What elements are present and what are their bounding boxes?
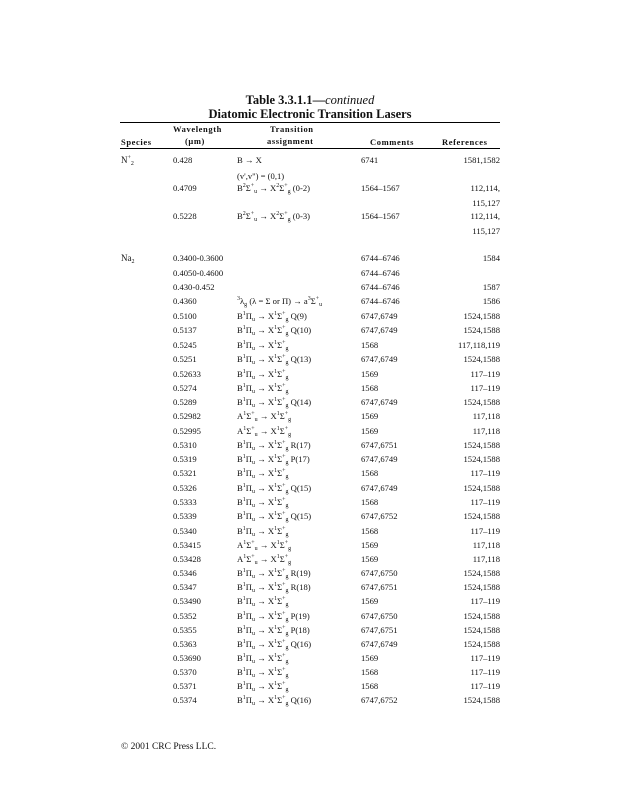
comments-cell: 6747,6751 [361, 625, 398, 635]
comments-cell: 1568 [361, 383, 379, 393]
comments-cell: 1569 [361, 596, 379, 606]
transition-cell: B → X [237, 155, 262, 165]
comments-cell: 1569 [361, 554, 379, 564]
wavelength-cell: 0.53690 [173, 653, 201, 663]
title-dash: — [312, 93, 326, 107]
header-references: References [442, 137, 488, 147]
references-cell: 1524,1588 [463, 454, 500, 464]
comments-cell: 6747,6752 [361, 695, 398, 705]
transition-cell: $B^1\Pi_u \to X^1\Sigma^+_g$ [237, 653, 289, 665]
wavelength-cell: 0.5245 [173, 340, 197, 350]
transition-cell: $A^1\Sigma^+_u \to X^1\Sigma^+_g$ [237, 411, 292, 423]
header-transition: Transition [270, 124, 314, 134]
wavelength-cell: 0.5289 [173, 397, 197, 407]
table-row [0, 411, 617, 427]
comments-cell: 6741 [361, 155, 379, 165]
wavelength-cell: 0.5100 [173, 311, 197, 321]
transition-cell: $B^1\Pi_u \to X^1\Sigma^+_g$ Q(15) [237, 511, 312, 523]
comments-cell: 1569 [361, 653, 379, 663]
comments-cell: 6747,6749 [361, 454, 398, 464]
table-row [0, 468, 617, 484]
header-species: Species [121, 137, 152, 147]
references-cell: 1524,1588 [463, 325, 500, 335]
wavelength-cell: 0.5228 [173, 211, 197, 221]
comments-cell: 1568 [361, 526, 379, 536]
references-cell: 1524,1588 [463, 311, 500, 321]
transition-cell: $B^1\Pi_u \to X^1\Sigma^+_g$ P(18) [237, 625, 310, 637]
transition-cell: (v',v") = (0,1) [237, 171, 285, 181]
wavelength-cell: 0.5321 [173, 468, 197, 478]
table-title [120, 93, 500, 107]
table-row [0, 695, 617, 711]
transition-cell: $B^1\Pi_u \to X^1\Sigma^+_g$ P(19) [237, 611, 310, 623]
species-n2plus: $N^+_2$ [121, 155, 134, 167]
transition-cell: $B^1\Pi_u \to X^1\Sigma^+_g$ Q(10) [237, 325, 312, 337]
wavelength-cell: 0.5352 [173, 611, 197, 621]
table-row [0, 211, 617, 227]
comments-cell: 6747,6749 [361, 354, 398, 364]
comments-cell: 1569 [361, 540, 379, 550]
references-cell: 117,118 [472, 554, 500, 564]
references-cell: 1524,1588 [463, 611, 500, 621]
comments-cell: 1569 [361, 369, 379, 379]
references-cell: 117–119 [470, 653, 500, 663]
comments-cell: 6747,6751 [361, 582, 398, 592]
header-rule [120, 148, 500, 149]
table-number: Table 3.3.1.1 [245, 93, 313, 107]
header-assignment: assignment [267, 136, 314, 146]
wavelength-cell: 0.5370 [173, 667, 197, 677]
table-row [0, 226, 617, 242]
transition-cell: $B^1\Pi_u \to X^1\Sigma^+_g$ R(19) [237, 568, 311, 580]
wavelength-cell: 0.428 [173, 155, 193, 165]
wavelength-cell: 0.5339 [173, 511, 197, 521]
transition-cell: $B^1\Pi_u \to X^1\Sigma^+_g$ [237, 383, 289, 395]
comments-cell: 6747,6751 [361, 440, 398, 450]
comments-cell: 1569 [361, 411, 379, 421]
wavelength-cell: 0.5363 [173, 639, 197, 649]
table-row [0, 325, 617, 341]
comments-cell: 1564–1567 [361, 211, 400, 221]
comments-cell: 6747,6749 [361, 639, 398, 649]
table-row [0, 155, 617, 171]
transition-cell: $B^1\Pi_u \to X^1\Sigma^+_g$ P(17) [237, 454, 310, 466]
comments-cell: 6747,6749 [361, 483, 398, 493]
wavelength-cell: 0.4709 [173, 183, 197, 193]
comments-cell: 6747,6750 [361, 611, 398, 621]
transition-cell: $B^1\Pi_u \to X^1\Sigma^+_g$ Q(16) [237, 695, 312, 707]
wavelength-cell: 0.5346 [173, 568, 197, 578]
header-comments: Comments [370, 137, 414, 147]
references-cell: 117,118 [472, 411, 500, 421]
transition-cell: $B^2\Sigma^+_u \to X^2\Sigma^+_g$ (0-2) [237, 183, 310, 195]
wavelength-cell: 0.3400-0.3600 [173, 253, 224, 263]
table-row [0, 354, 617, 370]
references-cell: 117,118 [472, 426, 500, 436]
table-row [0, 511, 617, 527]
transition-cell: $B^1\Pi_u \to X^1\Sigma^+_g$ [237, 369, 289, 381]
transition-cell: $B^1\Pi_u \to X^1\Sigma^+_g$ [237, 681, 289, 693]
transition-cell: $B^2\Sigma^+_u \to X^2\Sigma^+_g$ (0-3) [237, 211, 310, 223]
wavelength-cell: 0.52633 [173, 369, 201, 379]
wavelength-cell: 0.5340 [173, 526, 197, 536]
transition-cell: $B^1\Pi_u \to X^1\Sigma^+_g$ R(17) [237, 440, 311, 452]
comments-cell: 1568 [361, 497, 379, 507]
references-cell: 1524,1588 [463, 582, 500, 592]
comments-cell: 1568 [361, 468, 379, 478]
references-cell: 1524,1588 [463, 625, 500, 635]
comments-cell: 1568 [361, 681, 379, 691]
wavelength-cell: 0.5326 [173, 483, 197, 493]
comments-cell: 1568 [361, 667, 379, 677]
species-na2: $Na_2$ [121, 253, 135, 265]
copyright-footer: © 2001 CRC Press LLC. [121, 742, 217, 752]
transition-cell: $B^1\Pi_u \to X^1\Sigma^+_g$ [237, 468, 289, 480]
references-cell: 1524,1588 [463, 483, 500, 493]
comments-cell: 1564–1567 [361, 183, 400, 193]
references-cell: 1524,1588 [463, 397, 500, 407]
references-cell: 117–119 [470, 596, 500, 606]
references-cell: 1584 [482, 253, 500, 263]
references-cell: 1586 [482, 296, 500, 306]
references-cell: 115,127 [472, 198, 500, 208]
comments-cell: 6747,6749 [361, 397, 398, 407]
comments-cell: 6744–6746 [361, 268, 400, 278]
wavelength-cell: 0.4050-0.4600 [173, 268, 224, 278]
wavelength-cell: 0.5374 [173, 695, 197, 705]
transition-cell: $B^1\Pi_u \to X^1\Sigma^+_g$ Q(14) [237, 397, 312, 409]
wavelength-cell: 0.5274 [173, 383, 197, 393]
references-cell: 112,114, [470, 183, 500, 193]
transition-cell: $A^1\Sigma^+_u \to X^1\Sigma^+_g$ [237, 540, 292, 552]
references-cell: 117–119 [470, 526, 500, 536]
wavelength-cell: 0.4360 [173, 296, 197, 306]
references-cell: 117–119 [470, 383, 500, 393]
comments-cell: 1568 [361, 340, 379, 350]
table-row [0, 296, 617, 312]
transition-cell: $B^1\Pi_u \to X^1\Sigma^+_g$ Q(16) [237, 639, 312, 651]
transition-cell: $B^1\Pi_u \to X^1\Sigma^+_g$ R(18) [237, 582, 311, 594]
top-rule [120, 122, 500, 123]
comments-cell: 6744–6746 [361, 282, 400, 292]
transition-cell: $B^1\Pi_u \to X^1\Sigma^+_g$ [237, 526, 289, 538]
wavelength-cell: 0.5371 [173, 681, 197, 691]
table-subtitle: Diatomic Electronic Transition Lasers [208, 107, 412, 121]
transition-cell: $B^1\Pi_u \to X^1\Sigma^+_g$ Q(13) [237, 354, 312, 366]
wavelength-cell: 0.53415 [173, 540, 201, 550]
references-cell: 117–119 [470, 497, 500, 507]
references-cell: 115,127 [472, 226, 500, 236]
references-cell: 117–119 [470, 369, 500, 379]
wavelength-cell: 0.430-0.452 [173, 282, 215, 292]
references-cell: 1524,1588 [463, 354, 500, 364]
wavelength-cell: 0.5251 [173, 354, 197, 364]
references-cell: 117,118 [472, 540, 500, 550]
comments-cell: 6747,6749 [361, 311, 398, 321]
wavelength-cell: 0.52995 [173, 426, 201, 436]
transition-cell: $B^1\Pi_u \to X^1\Sigma^+_g$ Q(15) [237, 483, 312, 495]
wavelength-cell: 0.53490 [173, 596, 201, 606]
wavelength-cell: 0.5347 [173, 582, 197, 592]
transition-cell: $B^1\Pi_u \to X^1\Sigma^+_g$ [237, 667, 289, 679]
comments-cell: 6747,6749 [361, 325, 398, 335]
transition-cell: $B^1\Pi_u \to X^1\Sigma^+_g$ [237, 497, 289, 509]
references-cell: 1524,1588 [463, 511, 500, 521]
transition-cell: $A^1\Sigma^+_u \to X^1\Sigma^+_g$ [237, 554, 292, 566]
references-cell: 117–119 [470, 468, 500, 478]
comments-cell: 6747,6750 [361, 568, 398, 578]
transition-cell: $B^1\Pi_u \to X^1\Sigma^+_g$ [237, 340, 289, 352]
comments-cell: 6747,6752 [361, 511, 398, 521]
comments-cell: 1569 [361, 426, 379, 436]
transition-cell: $A^1\Sigma^+_u \to X^1\Sigma^+_g$ [237, 426, 292, 438]
header-wavelength: Wavelength [173, 124, 222, 134]
comments-cell: 6744–6746 [361, 296, 400, 306]
references-cell: 1524,1588 [463, 639, 500, 649]
table-row [0, 596, 617, 612]
wavelength-cell: 0.5137 [173, 325, 197, 335]
table-row [0, 253, 617, 269]
continued-label: continued [325, 93, 375, 107]
header-wavelength-unit: (μm) [185, 136, 205, 146]
comments-cell: 6744–6746 [361, 253, 400, 263]
references-cell: 117–119 [470, 667, 500, 677]
wavelength-cell: 0.5319 [173, 454, 197, 464]
references-cell: 1524,1588 [463, 440, 500, 450]
references-cell: 117,118,119 [457, 340, 500, 350]
references-cell: 117–119 [470, 681, 500, 691]
wavelength-cell: 0.5310 [173, 440, 197, 450]
wavelength-cell: 0.5333 [173, 497, 197, 507]
references-cell: 1524,1588 [463, 695, 500, 705]
table-row [0, 183, 617, 199]
transition-cell: $B^1\Pi_u \to X^1\Sigma^+_g$ [237, 596, 289, 608]
wavelength-cell: 0.5355 [173, 625, 197, 635]
transition-cell: $^3\lambda_g$ (λ = Σ or $\Pi) \to a^3\Sigma^+_u$ [237, 296, 323, 308]
wavelength-cell: 0.53428 [173, 554, 201, 564]
references-cell: 1587 [482, 282, 500, 292]
references-cell: 1581,1582 [463, 155, 500, 165]
transition-cell: $B^1\Pi_u \to X^1\Sigma^+_g$ Q(9) [237, 311, 307, 323]
references-cell: 112,114, [470, 211, 500, 221]
references-cell: 1524,1588 [463, 568, 500, 578]
wavelength-cell: 0.52982 [173, 411, 201, 421]
